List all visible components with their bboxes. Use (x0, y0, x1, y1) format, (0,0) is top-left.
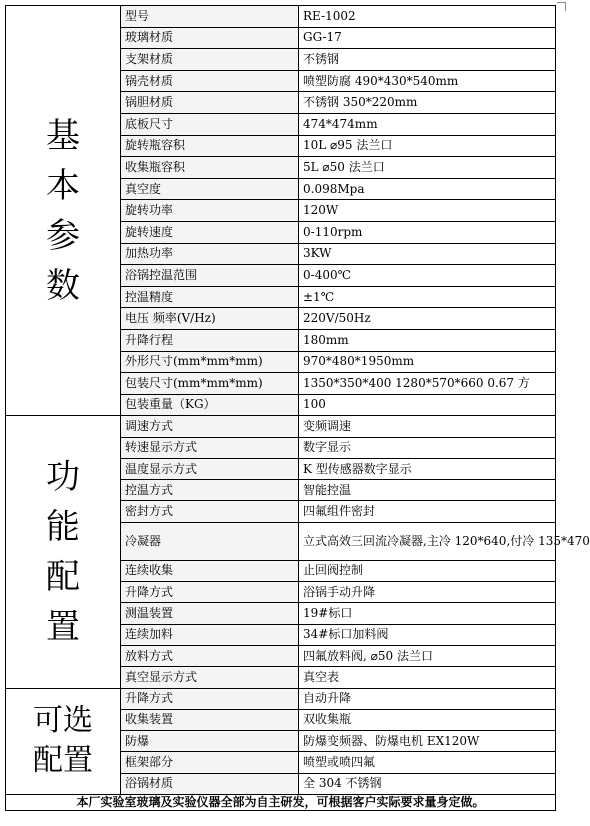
spec-value: 喷塑防腐 490*430*540mm (299, 70, 556, 92)
spec-value: 自动升降 (299, 688, 556, 709)
spec-key: 温度显示方式 (121, 458, 299, 479)
spec-value: 浴锅手动升降 (299, 582, 556, 603)
page-corner-mark (557, 2, 566, 11)
spec-key: 框架部分 (121, 752, 299, 773)
spec-value: 变频调速 (299, 416, 556, 437)
spec-value: 四氟放料阀, ⌀50 法兰口 (299, 645, 556, 666)
spec-key: 底板尺寸 (121, 113, 299, 135)
spec-key: 支架材质 (121, 49, 299, 71)
spec-key: 密封方式 (121, 501, 299, 522)
spec-key: 旋转速度 (121, 221, 299, 243)
spec-value: 970*480*1950mm (299, 351, 556, 373)
spec-value: 1350*350*400 1280*570*660 0.67 方 (299, 373, 556, 395)
spec-key: 旋转瓶容积 (121, 135, 299, 157)
spec-value: 喷塑或喷四氟 (299, 752, 556, 773)
spec-key: 加热功率 (121, 243, 299, 265)
spec-value: 100 (299, 394, 556, 416)
spec-value: 34#标口加料阀 (299, 624, 556, 645)
spec-key: 收集装置 (121, 709, 299, 730)
spec-value: 智能控温 (299, 480, 556, 501)
spec-key: 调速方式 (121, 416, 299, 437)
spec-value: 全 304 不锈钢 (299, 773, 556, 794)
spec-value: 不锈钢 (299, 49, 556, 71)
spec-key: 锅胆材质 (121, 92, 299, 114)
spec-key: 型号 (121, 6, 299, 28)
spec-value: 四氟组件密封 (299, 501, 556, 522)
spec-sheet (5, 5, 590, 811)
spec-key: 真空显示方式 (121, 667, 299, 688)
spec-value: 3KW (299, 243, 556, 265)
spec-row (6, 6, 556, 28)
spec-value: 474*474mm (299, 113, 556, 135)
spec-key: 升降方式 (121, 688, 299, 709)
spec-key: 外形尺寸(mm*mm*mm) (121, 351, 299, 373)
group-label-function: 功 能 配 置 (6, 416, 121, 688)
group-label-basic: 基 本 参 数 (6, 6, 121, 416)
spec-key: 玻璃材质 (121, 27, 299, 49)
spec-key: 升降行程 (121, 329, 299, 351)
spec-key: 防爆 (121, 731, 299, 752)
spec-value: 0.098Mpa (299, 178, 556, 200)
spec-value: 220V/50Hz (299, 308, 556, 330)
spec-value: 防爆变频器、防爆电机 EX120W (299, 731, 556, 752)
spec-key: 连续收集 (121, 560, 299, 581)
spec-value: 0-400℃ (299, 265, 556, 287)
spec-key: 浴锅材质 (121, 773, 299, 794)
spec-table (5, 5, 590, 811)
spec-key: 锅壳材质 (121, 70, 299, 92)
spec-key: 连续加料 (121, 624, 299, 645)
group-label-optional: 可选 配置 (6, 688, 121, 794)
spec-value: 0-110rpm (299, 221, 556, 243)
spec-value: 5L ⌀50 法兰口 (299, 157, 556, 179)
spec-value: 止回阀控制 (299, 560, 556, 581)
footer-note: 本厂实验室玻璃及实验仪器全部为自主研发，可根据客户实际要求量身定做。 (6, 795, 556, 811)
footer-row (6, 795, 556, 811)
spec-value: GG-17 (299, 27, 556, 49)
spec-key: 浴锅控温范围 (121, 265, 299, 287)
spec-key: 冷凝器 (121, 522, 299, 560)
spec-value: RE-1002 (299, 6, 556, 28)
spec-table-body (6, 6, 590, 811)
spec-key: 控温方式 (121, 480, 299, 501)
spec-key: 真空度 (121, 178, 299, 200)
spec-key: 收集瓶容积 (121, 157, 299, 179)
spec-row (6, 416, 556, 437)
spec-key: 转速显示方式 (121, 437, 299, 458)
spec-value: 180mm (299, 329, 556, 351)
spec-value: 10L ⌀95 法兰口 (299, 135, 556, 157)
spec-value: K 型传感器数字显示 (299, 458, 556, 479)
spec-row (6, 688, 556, 709)
spec-key: 升降方式 (121, 582, 299, 603)
spec-value: ±1℃ (299, 286, 556, 308)
spec-value: 120W (299, 200, 556, 222)
spec-value: 立式高效三回流冷凝器,主冷 120*640,付冷 135*470 (299, 522, 556, 560)
spec-value: 数字显示 (299, 437, 556, 458)
spec-key: 旋转功率 (121, 200, 299, 222)
spec-key: 放料方式 (121, 645, 299, 666)
spec-value: 双收集瓶 (299, 709, 556, 730)
spec-key: 包装重量（KG） (121, 394, 299, 416)
spec-value: 真空表 (299, 667, 556, 688)
spec-key: 包装尺寸(mm*mm*mm) (121, 373, 299, 395)
spec-value: 19#标口 (299, 603, 556, 624)
spec-key: 测温装置 (121, 603, 299, 624)
spec-key: 控温精度 (121, 286, 299, 308)
spec-value: 不锈钢 350*220mm (299, 92, 556, 114)
spec-key: 电压 频率(V/Hz) (121, 308, 299, 330)
